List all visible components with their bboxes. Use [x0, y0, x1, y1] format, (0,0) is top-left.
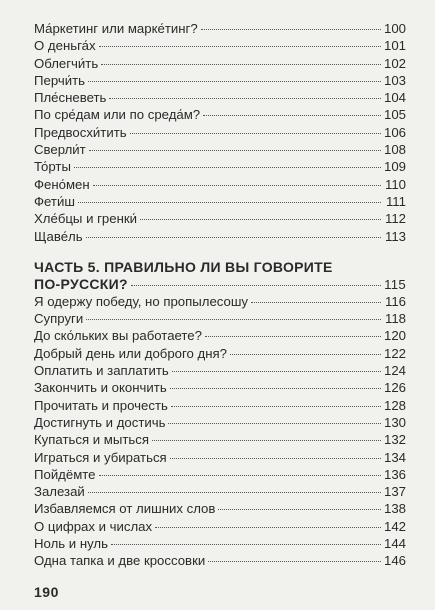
toc-entry-page: 110 — [384, 176, 406, 192]
toc-entry-title: Облегчи́ть — [34, 55, 99, 71]
toc-entry-page: 146 — [383, 553, 406, 569]
dot-leader — [172, 370, 381, 372]
toc-entry-title: О деньга́х — [34, 38, 96, 54]
dot-leader — [78, 201, 381, 203]
dot-leader — [170, 387, 381, 389]
toc-entry — [34, 228, 406, 245]
dot-leader — [155, 526, 381, 528]
dot-leader — [93, 184, 381, 186]
toc-entry-page: 108 — [383, 142, 406, 158]
dot-leader — [203, 114, 381, 116]
toc-entry-title: Закончить и окончить — [34, 380, 167, 396]
dot-leader — [86, 236, 381, 238]
toc-entry-title: Фено́мен — [34, 176, 90, 192]
toc-entry-page: 124 — [383, 363, 406, 379]
toc-entry-title: До ско́льких вы работаете? — [34, 328, 202, 344]
toc-entry-page: 111 — [385, 193, 406, 209]
dot-leader — [130, 132, 381, 134]
toc-entry — [34, 552, 406, 569]
toc-entry-title: Достигнуть и достичь — [34, 414, 166, 430]
toc-entry — [34, 72, 406, 89]
toc-entry-title: Супруги — [34, 311, 84, 327]
toc-entry-page: 116 — [384, 293, 406, 309]
toc-entry — [34, 55, 406, 72]
toc-entry-page: 134 — [383, 449, 406, 465]
toc-entry — [34, 124, 406, 141]
toc-entry-title: По сре́дам или по среда́м? — [34, 107, 201, 123]
toc-entry-title: Избавляемся от лишних слов — [34, 501, 216, 517]
part-heading-page: 115 — [384, 276, 406, 292]
toc-entry-page: 112 — [384, 211, 406, 227]
dot-leader — [201, 28, 381, 30]
part-heading-row — [34, 276, 406, 293]
toc-entry — [34, 89, 406, 106]
page-number: 190 — [34, 584, 59, 600]
toc-entry-title: Прочитать и прочесть — [34, 397, 168, 413]
toc-entry-title: Фети́ш — [34, 193, 75, 209]
toc-entry-title: Ноль и нуль — [34, 536, 108, 552]
toc-entry-title: Пле́сневеть — [34, 90, 107, 106]
toc-entry-title: Перчи́ть — [34, 72, 86, 88]
toc-entry — [34, 345, 406, 362]
toc-entry — [34, 20, 406, 37]
dot-leader — [168, 422, 381, 424]
toc-entry-title: Купаться и мыться — [34, 432, 149, 448]
dot-leader — [251, 301, 381, 303]
toc-entry — [34, 176, 406, 193]
toc-entry — [34, 210, 406, 227]
toc-entry — [34, 193, 406, 210]
table-of-contents — [34, 20, 406, 570]
toc-entry — [34, 535, 406, 552]
toc-entry-title: Добрый день или доброго дня? — [34, 345, 227, 361]
dot-leader — [88, 491, 381, 493]
toc-entry-page: 136 — [383, 466, 406, 482]
toc-entry-page: 118 — [384, 311, 406, 327]
toc-entry — [34, 37, 406, 54]
toc-entry-page: 102 — [383, 55, 406, 71]
toc-entry — [34, 414, 406, 431]
toc-entry-title: Я одержу победу, но пропылесошу — [34, 293, 249, 309]
toc-entry-page: 122 — [383, 345, 406, 361]
toc-entry — [34, 449, 406, 466]
toc-entry-title: О цифрах и числах — [34, 518, 153, 534]
dot-leader — [205, 335, 381, 337]
toc-section-part4 — [34, 20, 406, 245]
toc-entry-page: 120 — [383, 328, 406, 344]
dot-leader — [230, 353, 381, 355]
dot-leader — [218, 508, 381, 510]
toc-entry-page: 101 — [383, 38, 406, 54]
toc-entry-page: 138 — [383, 501, 406, 517]
toc-entry — [34, 310, 406, 327]
toc-entry-title: Сверли́т — [34, 142, 86, 158]
toc-entry — [34, 500, 406, 517]
toc-entry-page: 103 — [383, 72, 406, 88]
toc-entry — [34, 397, 406, 414]
toc-entry-title: Предвосхи́тить — [34, 124, 127, 140]
toc-entry-page: 100 — [383, 21, 406, 36]
toc-entry-page: 142 — [383, 518, 406, 534]
toc-entry-page: 113 — [384, 228, 406, 244]
toc-entry-title: Пойдёмте — [34, 466, 96, 482]
toc-entry-page: 130 — [383, 414, 406, 430]
toc-entry-title: Ма́ркетинг или марке́тинг? — [34, 21, 198, 36]
toc-entry-page: 104 — [383, 90, 406, 106]
dot-leader — [89, 149, 381, 151]
toc-entry — [34, 379, 406, 396]
toc-entry — [34, 158, 406, 175]
dot-leader — [208, 560, 381, 562]
toc-entry — [34, 293, 406, 310]
toc-entry — [34, 327, 406, 344]
dot-leader — [131, 284, 381, 286]
toc-entry-page: 126 — [383, 380, 406, 396]
toc-entry-title: Играться и убираться — [34, 449, 167, 465]
dot-leader — [86, 318, 381, 320]
dot-leader — [152, 439, 381, 441]
toc-entry-page: 105 — [383, 107, 406, 123]
dot-leader — [170, 457, 381, 459]
toc-entry-title: Залезай — [34, 484, 85, 500]
toc-entry-title: Хле́бцы и гренки́ — [34, 211, 138, 227]
part-heading-line2: ПО-РУССКИ? — [34, 275, 128, 292]
dot-leader — [109, 97, 381, 99]
toc-entry — [34, 106, 406, 123]
part-heading — [34, 259, 406, 293]
dot-leader — [74, 166, 381, 168]
dot-leader — [101, 63, 381, 65]
toc-entry-title: Оплатить и заплатить — [34, 363, 169, 379]
toc-entry-page: 109 — [383, 159, 406, 175]
toc-entry-title: Одна тапка и две кроссовки — [34, 553, 206, 569]
toc-entry — [34, 141, 406, 158]
dot-leader — [99, 45, 381, 47]
dot-leader — [140, 218, 381, 220]
toc-entry-page: 137 — [383, 484, 406, 500]
toc-entry — [34, 518, 406, 535]
dot-leader — [99, 474, 381, 476]
toc-entry-page: 106 — [383, 124, 406, 140]
toc-section-part5 — [34, 293, 406, 570]
dot-leader — [111, 543, 381, 545]
dot-leader — [171, 405, 381, 407]
toc-entry — [34, 466, 406, 483]
toc-entry — [34, 362, 406, 379]
toc-entry-title: То́рты — [34, 159, 71, 175]
toc-entry-page: 128 — [383, 397, 406, 413]
toc-entry-page: 132 — [383, 432, 406, 448]
toc-entry — [34, 483, 406, 500]
part-heading-line1: ЧАСТЬ 5. ПРАВИЛЬНО ЛИ ВЫ ГОВОРИТЕ — [34, 258, 333, 275]
toc-entry-page: 144 — [383, 536, 406, 552]
toc-entry — [34, 431, 406, 448]
toc-entry-title: Щаве́ль — [34, 228, 83, 244]
dot-leader — [88, 80, 381, 82]
